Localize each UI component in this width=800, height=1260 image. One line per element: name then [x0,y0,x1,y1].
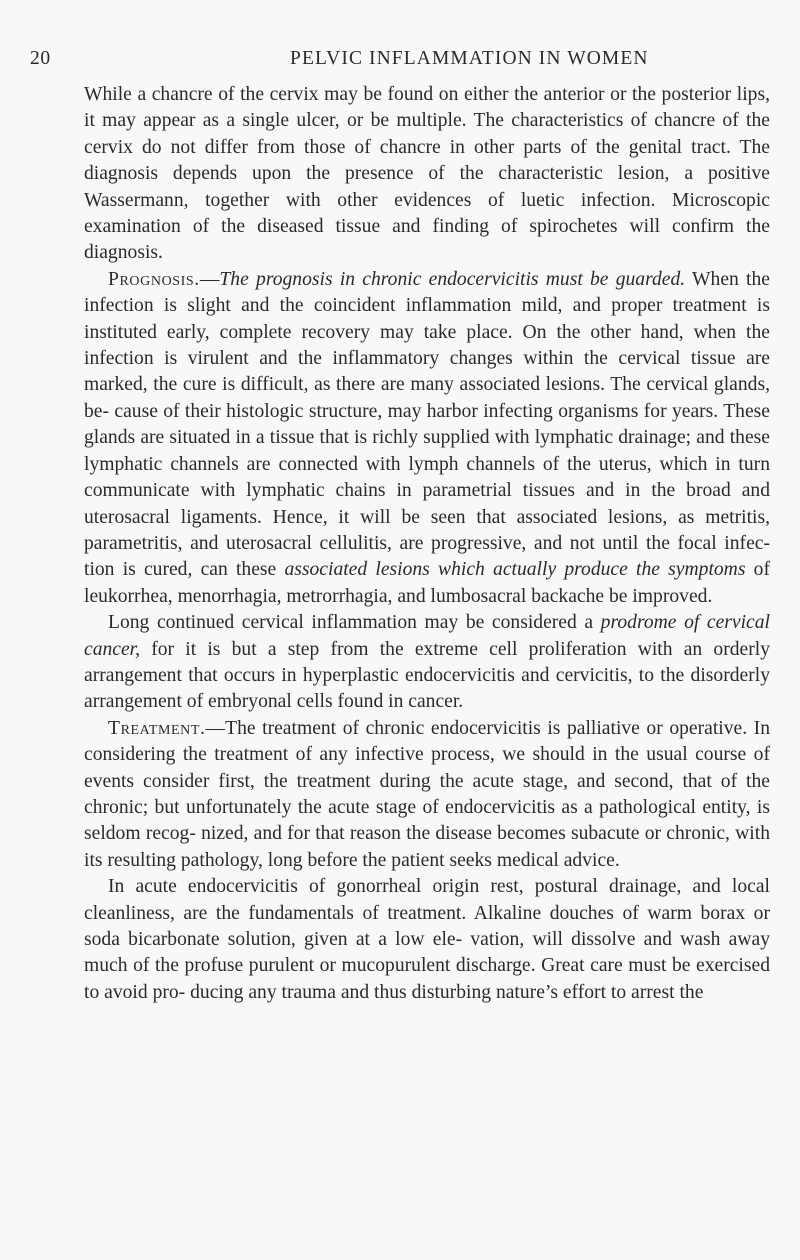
em-dash: — [199,268,220,290]
paragraph-text: Long continued cervical inflammation may be considered a [108,612,601,634]
paragraph-text: of leukorrhea, menorrhagia, metrorrhagia, and lumbosacral backache be improved. [84,559,770,607]
paragraph-text: —The treatment of chronic endocervicitis is palliative or operative. In considering the treatment of any infective process, we should in the usual course of events consider first, the treatment during the acute stage, and second, that of the chronic; but unfortunately the acute stage of endocervicitis as a pathological entity, is seldom recog- nized, and for that reason the disease becomes subacute or chronic, with its resulting pathology, long before the patient seeks medical advice. [84,717,770,871]
italic-phrase: associated lesions which actually produce the symptoms [284,559,746,581]
paragraph-chancre-diagnosis [84,82,770,267]
paragraph-prodrome [84,610,770,716]
italic-phrase: prodrome of cervical cancer, [84,612,770,660]
page-number: 20 [30,48,51,69]
paragraph-prognosis [84,267,770,610]
section-lead-prognosis: Prognosis. [108,268,200,290]
section-lead-treatment: Treatment. [108,717,206,739]
body-text [84,82,770,1006]
paragraph-text: In acute endocervicitis of gonorrheal origin rest, postural drainage, and local cleanliness, are the fundamentals of treatment. Alkaline douches of warm borax or soda bicarbonate solution, given at a low ele- vation, will dissolve and wash away much of the profuse purulent or mucopurulent discharge. Great care must be exercised to avoid pro- ducing any trauma and thus disturbing nature’s effort to arrest the [84,876,770,1003]
paragraph-treatment [84,716,770,874]
paragraph-text: When the infection is slight and the coincident inflammation mild, and proper treatment is instituted early, complete recovery may take place. On the other hand, when the infection is virulent and the inflammatory changes within the cervical tissue are marked, the cure is difficult, as there are many associated lesions. The cervical glands, be- cause of their histologic structure, may harbor infecting organisms for years. These glands are situated in a tissue that is richly supplied with lymphatic drainage; and these lymphatic channels are connected with lymph channels of the uterus, which in turn communicate with lymphatic chains in parametrial tissues and in the broad and uterosacral ligaments. Hence, it will be seen that associated lesions, as metritis, parametritis, and uterosacral cellulitis, are progressive, and not until the focal infec- tion is cured, can these [84,268,770,581]
italic-statement: The prognosis in chronic endocervicitis must be guarded. [219,268,686,290]
paragraph-acute-treatment [84,874,770,1006]
running-title: PELVIC INFLAMMATION IN WOMEN [290,48,649,69]
paragraph-text: While a chancre of the cervix may be found on either the anterior or the posterior lips, it may appear as a single ulcer, or be multiple. The characteristics of chancre of the cervix do not differ from those of chancre in other parts of the genital tract. The diagnosis depends upon the presence of the characteristic lesion, a positive Wassermann, together with other evidences of luetic infection. Microscopic examination of the diseased tissue and finding of spirochetes will confirm the diagnosis. [84,84,770,264]
paragraph-text: for it is but a step from the extreme cell proliferation with an orderly arrangement that occurs in hyperplastic endocervicitis and cervicitis, to the disorderly arrangement of embryonal cells found in cancer. [84,638,770,713]
running-head [30,48,772,78]
